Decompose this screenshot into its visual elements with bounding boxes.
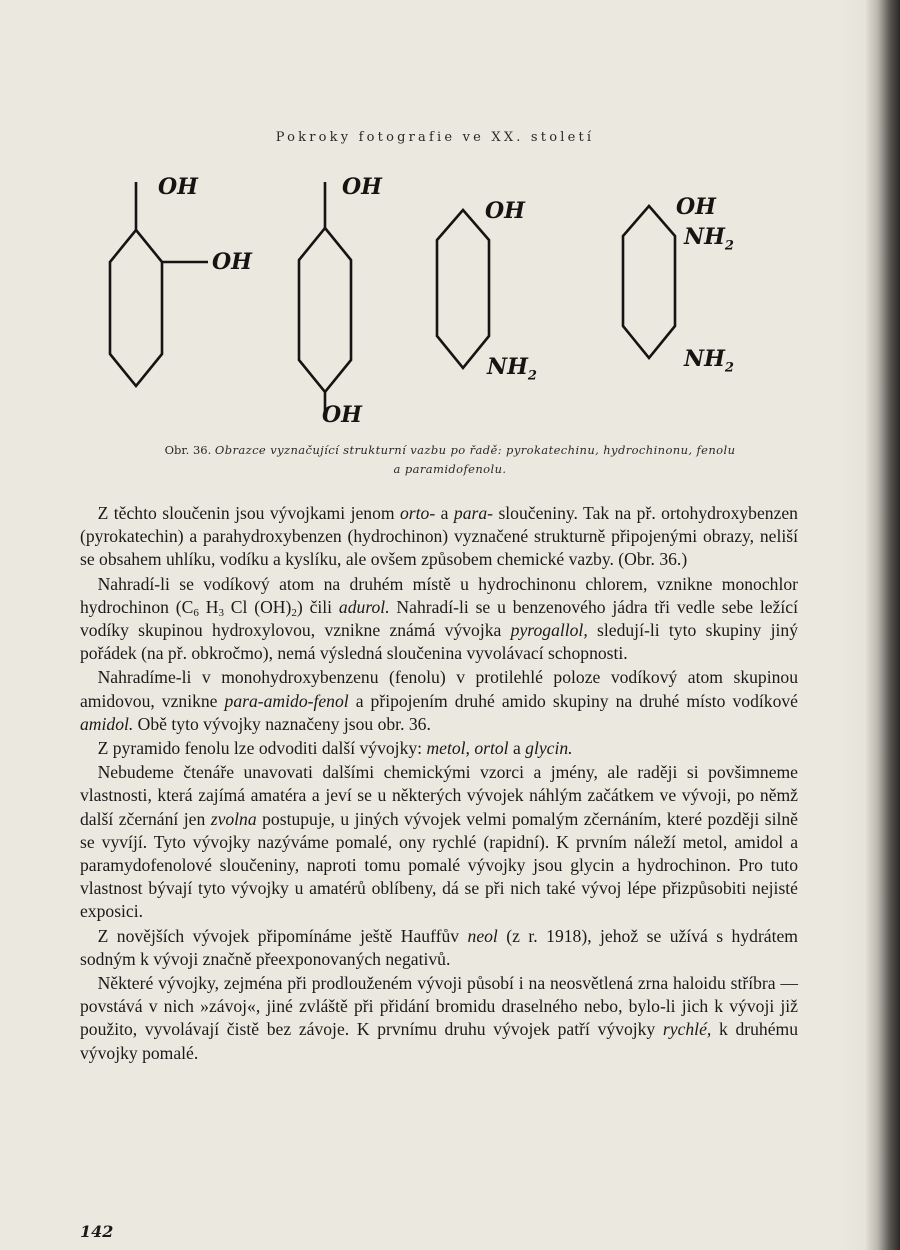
page-number: 142 xyxy=(80,1222,114,1241)
molecule-paramidofenol xyxy=(623,206,675,358)
paragraph-4: Z pyramido fenolu lze odvoditi další vývojky: metol, ortol a glycin. xyxy=(97,738,573,759)
label-m4-nh2-upper: $NH_2$ xyxy=(684,224,734,254)
label-m1-oh-top: OH xyxy=(158,174,198,200)
paragraph-5: Nebudeme čtenáře unavovati dalšími chemickými vzorci a jmény, ale raději si povšimneme vlastnosti, která zajímá amatéra a jeví se u některých vývojek náhlým začátkem ve vývoji, po němž další zčernání jen zvolna postupuje, u jiných vývojek velmi pomalým zčernáním, které později silně se vyvíjí. Tyto vývojky nazýváme pomalé, ony rychlé (rapidní). K prvním náleží metol, amidol a paramydofenolové sloučeniny, naproti tomu pomalé vývojky jsou glycin a hydrochinon. Pro tuto vlastnost bývají tyto vývojky u amatérů oblíbeny, dá se při nich také vývoj lépe přizpůsobiti nejisté exposici. xyxy=(80,762,798,922)
caption-line-1: Obrazce vyznačující strukturní vazbu po řadě: pyrokatechinu, hydrochinonu, fenolu xyxy=(214,443,736,457)
molecule-fenol xyxy=(437,210,489,368)
label-m2-oh-top: OH xyxy=(342,174,382,200)
label-m2-oh-bottom: OH xyxy=(322,402,362,428)
caption-prefix: Obr. 36. xyxy=(164,443,212,457)
paragraph-7: Některé vývojky, zejména při prodlouženém vývoji působí i na neosvětlená zrna haloidu stříbra — povstává v nich »závoj«, jiné zvláště při přidání bromidu draselného nebo, bylo-li jich k vývoji již použito, vyvolávají čistě bez závoje. K prvnímu druhu vývojek patří vývojky rychlé, k druhému vývojky pomalé. xyxy=(80,973,798,1063)
running-header: Pokroky fotografie ve XX. století xyxy=(275,130,595,145)
label-m1-oh-side: OH xyxy=(212,249,252,275)
paragraph-2: Nahradí-li se vodíkový atom na druhém místě u hydrochinonu chlorem, vznikne monochlor hydrochinon ($C_6$ $H_3$ Cl $(OH)_2$) čili adurol. Nahradí-li se u benzenového jádra tři vedle sebe ležící vodíky skupinou hydroxylovou, vznikne známá vývojka pyrogallol, sledují-li tyto skupiny jiný pořádek (na př. obkročmo), nemá výsledná sloučenina vyvolávací schopnosti. xyxy=(80,573,798,664)
molecule-pyrokatechin xyxy=(110,182,208,386)
label-m3-nh2: $NH_2$ xyxy=(487,354,537,384)
paragraph-6: Z novějších vývojek připomínáme ještě Hauffův neol (z r. 1918), jehož se užívá s hydrátem sodným k vývoji značně přeexponovaných negativů. xyxy=(80,925,798,969)
paragraph-1: Z těchto sloučenin jsou vývojkami jenom orto- a para- sloučeniny. Tak na př. ortohydroxybenzen (pyrokatechin) a parahydroxybenzen (hydrochinon) vyznačené strukturně připojenými obrazy, neliší se obsahem uhlíku, vodíku a kyslíku, ale ovšem způsobem chemické vazby. (Obr. 36.) xyxy=(80,503,798,570)
caption-line-2: a paramidofenolu. xyxy=(393,462,507,476)
molecule-hydrochinon xyxy=(299,182,351,420)
paragraph-3: Nahradíme-li v monohydroxybenzenu (fenolu) v protilehlé poloze vodíkový atom skupinou amidovou, vznikne para-amido-fenol a připojením druhé amido skupiny na druhé místo vodíkové amidol. Obě tyto vývojky naznačeny jsou obr. 36. xyxy=(80,667,798,734)
structural-formulas xyxy=(0,0,900,440)
body-text xyxy=(80,502,798,1066)
label-m4-nh2-lower: $NH_2$ xyxy=(684,346,734,376)
figure-36 xyxy=(0,0,900,440)
label-m3-oh: OH xyxy=(485,198,525,224)
label-m4-oh: OH xyxy=(676,194,716,220)
figure-caption xyxy=(70,441,830,479)
